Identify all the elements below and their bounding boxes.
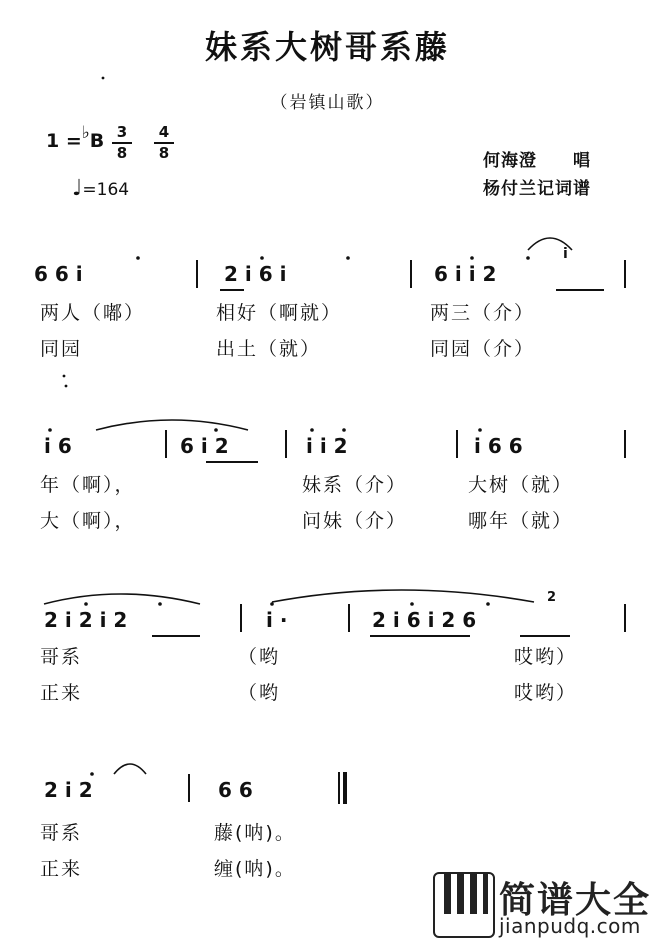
lyric-syllable: 问妹（介） (302, 510, 408, 532)
high-octave-dot (486, 602, 490, 606)
time-top: 4 (158, 123, 170, 141)
logo-url: jianpudq.com (499, 914, 641, 938)
piano-keys-icon (433, 872, 495, 938)
slur-mark (44, 594, 200, 604)
high-octave-dot (48, 428, 52, 432)
lyric-syllable: 藤(呐)。 (214, 822, 296, 844)
high-octave-dot (158, 602, 162, 606)
lyric-syllable: 缠(呐)。 (214, 858, 296, 880)
lyric-syllable: 大（啊）， (40, 510, 136, 532)
high-octave-dot (478, 428, 482, 432)
key-note: B (89, 130, 105, 152)
flat-icon: ♭ (81, 123, 90, 143)
high-octave-dot (270, 602, 274, 606)
logo-name: 简谱大全 (499, 880, 652, 921)
measure-notes: 2 i 2 i 2 (44, 608, 128, 632)
high-octave-dot (342, 428, 346, 432)
time-bottom: 8 (158, 144, 170, 162)
lyric-syllable: 妹系（介） (302, 474, 408, 496)
stray-mark (102, 77, 105, 80)
tempo-value: =164 (82, 180, 130, 200)
lyric-syllable: 哪年（就） (468, 510, 574, 532)
time-top: 3 (116, 123, 128, 141)
measure-notes: 6 i i 2 (434, 262, 497, 286)
lyric-syllable: 正来 (40, 682, 83, 704)
high-octave-dot (136, 256, 140, 260)
key-prefix: 1 = (46, 130, 82, 152)
measure-notes: 2 i 6 i 2 6 (372, 608, 477, 632)
high-octave-dot (84, 602, 88, 606)
measure-notes: 6 i 2 (180, 434, 229, 458)
lyric-syllable: 同园（介） (430, 338, 536, 360)
quarter-note-icon: ♩ (72, 176, 83, 201)
lyric-syllable: （哟 (238, 646, 281, 668)
song-title: 妹系大树哥系藤 (204, 28, 450, 66)
lyric-syllable: 大树（就） (468, 474, 574, 496)
stray-mark (63, 375, 66, 378)
measure-notes: 2 i 2 (44, 778, 93, 802)
singer-credit: 何海澄 唱 (483, 151, 591, 171)
lyric-syllable: （哟 (238, 682, 281, 704)
measure-notes: 2 i 6 i (224, 262, 287, 286)
lyric-syllable: 年（啊）， (40, 474, 136, 496)
lyric-syllable: 哥系 (40, 822, 83, 844)
song-subtitle: （岩镇山歌） (270, 93, 385, 113)
measure-notes: 6 6 i (34, 262, 83, 286)
measure-notes: i · (266, 608, 288, 632)
grace-note: i (563, 246, 568, 262)
lyric-syllable: 相好（啊就） (216, 302, 343, 324)
high-octave-dot (260, 256, 264, 260)
recorder-credit: 杨付兰记词谱 (483, 179, 591, 199)
measure-notes: i 6 6 (474, 434, 523, 458)
lyric-syllable: 同园 (40, 338, 83, 360)
high-octave-dot (346, 256, 350, 260)
high-octave-dot (310, 428, 314, 432)
lyric-syllable: 哥系 (40, 646, 83, 668)
measure-notes: i i 2 (306, 434, 348, 458)
lyric-syllable: 两人（嘟） (40, 302, 146, 324)
slur-mark (528, 238, 572, 250)
slur-mark (272, 590, 534, 602)
measure-notes: 6 6 (218, 778, 253, 802)
high-octave-dot (470, 256, 474, 260)
time-bottom: 8 (116, 144, 128, 162)
lyric-syllable: 哎哟） (514, 646, 578, 668)
high-octave-dot (214, 428, 218, 432)
lyric-syllable: 出土（就） (216, 338, 322, 360)
grace-note: 2 (547, 590, 557, 605)
high-octave-dot (526, 256, 530, 260)
high-octave-dot (410, 602, 414, 606)
lyric-syllable: 哎哟） (514, 682, 578, 704)
lyric-syllable: 两三（介） (430, 302, 536, 324)
site-logo (433, 872, 652, 938)
slur-mark (96, 420, 248, 430)
slur-mark (114, 764, 146, 774)
stray-mark (65, 385, 68, 388)
high-octave-dot (90, 772, 94, 776)
lyric-syllable: 正来 (40, 858, 83, 880)
measure-notes: i 6 (44, 434, 72, 458)
